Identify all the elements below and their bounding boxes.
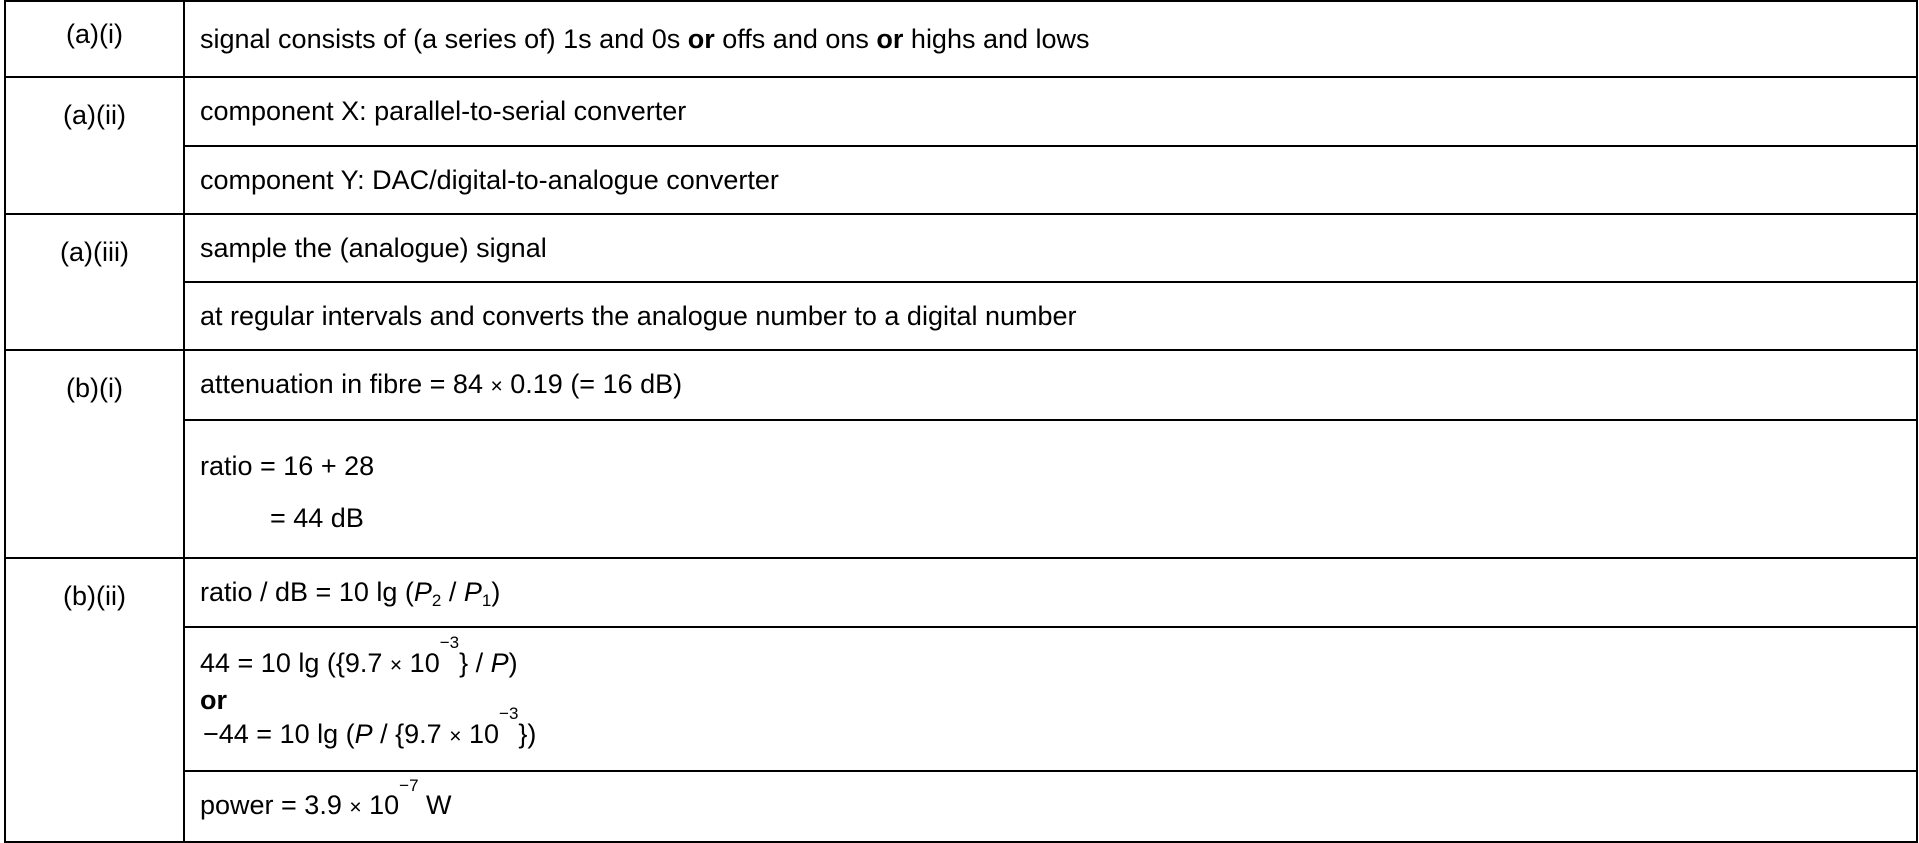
times-symbol: × bbox=[389, 654, 403, 677]
answer-text: at regular intervals and converts the analogue number to a digital number bbox=[200, 300, 1077, 331]
answer-text: ratio / dB = 10 lg ( bbox=[200, 577, 414, 607]
exponent: −3 bbox=[439, 633, 460, 652]
answer-cell bbox=[184, 282, 1917, 350]
row-a-ii-cont bbox=[5, 146, 1917, 214]
answer-cell bbox=[184, 1, 1917, 77]
question-number: (a)(iii) bbox=[5, 214, 184, 350]
question-number: (b)(ii) bbox=[5, 558, 184, 842]
answer-text: sample the (analogue) signal bbox=[200, 232, 547, 263]
answer-text: 44 = 10 lg ({9.7 bbox=[200, 648, 390, 678]
answer-text: −44 = 10 lg ( bbox=[203, 719, 355, 749]
or-keyword: or bbox=[200, 685, 227, 715]
answer-text: }) bbox=[518, 719, 537, 749]
answer-text: signal consists of (a series of) 1s and 0s bbox=[200, 23, 681, 54]
answer-text: component Y: DAC/digital-to-analogue converter bbox=[200, 164, 779, 195]
answer-cell bbox=[184, 627, 1917, 771]
row-a-iii bbox=[5, 214, 1917, 282]
answer-cell bbox=[184, 146, 1917, 214]
question-number: (b)(i) bbox=[5, 350, 184, 558]
equation-line bbox=[200, 704, 1916, 754]
exponent: −7 bbox=[399, 776, 419, 795]
answer-text: 10 bbox=[402, 648, 440, 678]
answer-cell bbox=[184, 77, 1917, 146]
answer-text: / bbox=[441, 577, 464, 607]
variable: P bbox=[354, 719, 373, 749]
mark-scheme-table bbox=[4, 0, 1918, 843]
or-keyword: or bbox=[687, 23, 715, 54]
answer-text: ) bbox=[508, 648, 518, 678]
answer-text: = 44 dB bbox=[270, 503, 364, 533]
row-a-iii-cont bbox=[5, 282, 1917, 350]
question-number: (a)(i) bbox=[5, 1, 184, 77]
row-b-i-cont bbox=[5, 420, 1917, 558]
answer-cell bbox=[184, 420, 1917, 558]
answer-cell bbox=[184, 214, 1917, 282]
exponent: −3 bbox=[499, 704, 519, 723]
row-a-i bbox=[5, 1, 1917, 77]
answer-text: ratio = 16 + 28 bbox=[200, 451, 375, 481]
answer-cell bbox=[184, 558, 1917, 627]
answer-text: W bbox=[418, 790, 452, 820]
answer-text: 0.19 (= 16 dB) bbox=[510, 368, 683, 399]
answer-text: 10 bbox=[361, 790, 400, 820]
or-keyword: or bbox=[876, 23, 904, 54]
variable: P bbox=[413, 577, 432, 607]
answer-text: attenuation in fibre = 84 bbox=[200, 368, 483, 399]
answer-cell bbox=[184, 350, 1917, 420]
equation-line bbox=[200, 633, 1916, 683]
variable: P bbox=[490, 648, 509, 678]
answer-text: offs and ons bbox=[722, 23, 869, 54]
answer-text: 10 bbox=[461, 719, 500, 749]
times-symbol: × bbox=[349, 796, 362, 819]
row-b-ii-cont1 bbox=[5, 627, 1917, 771]
answer-text: / {9.7 bbox=[372, 719, 450, 749]
variable: P bbox=[463, 577, 482, 607]
times-symbol: × bbox=[490, 374, 503, 398]
row-b-ii-cont2 bbox=[5, 771, 1917, 842]
times-symbol: × bbox=[449, 725, 462, 748]
row-a-ii bbox=[5, 77, 1917, 146]
answer-text: } / bbox=[459, 648, 491, 678]
subscript: 2 bbox=[431, 591, 442, 610]
answer-cell bbox=[184, 771, 1917, 842]
subscript: 1 bbox=[481, 591, 492, 610]
row-b-i bbox=[5, 350, 1917, 420]
answer-text: highs and lows bbox=[910, 23, 1090, 54]
answer-text: power = 3.9 bbox=[200, 790, 350, 820]
question-number: (a)(ii) bbox=[5, 77, 184, 214]
row-b-ii bbox=[5, 558, 1917, 627]
answer-text: component X: parallel-to-serial converter bbox=[200, 96, 687, 126]
answer-text: ) bbox=[491, 577, 501, 607]
equation-block bbox=[200, 628, 1916, 770]
